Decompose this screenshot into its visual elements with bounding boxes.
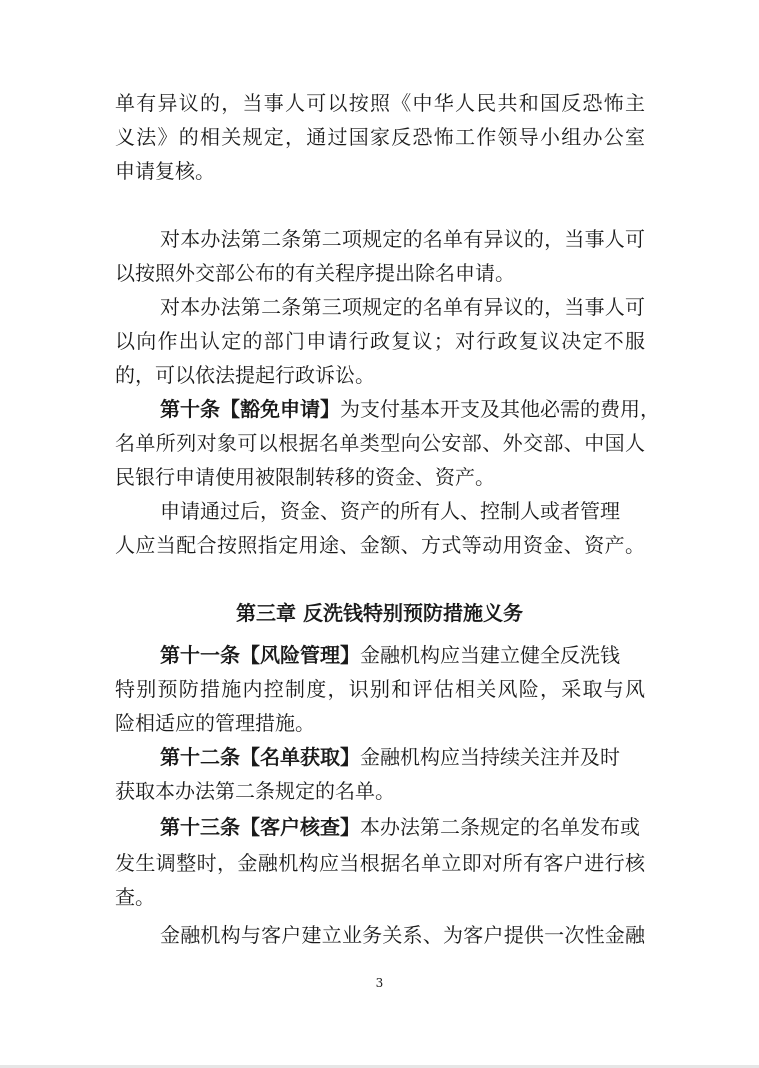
article-10-line xyxy=(160,394,660,424)
article-13-title: 第十三条【客户核查】 xyxy=(160,815,360,839)
paragraph-line: 以向作出认定的部门申请行政复议；对行政复议决定不服 xyxy=(115,329,645,353)
article-10-title: 第十条【豁免申请】 xyxy=(160,397,340,421)
paragraph-line: 义法》的相关规定，通过国家反恐怖工作领导小组办公室 xyxy=(115,125,645,149)
article-13-line xyxy=(160,812,645,842)
paragraph-line: 名单所列对象可以根据名单类型向公安部、外交部、中国人 xyxy=(115,431,645,455)
paragraph-line: 人应当配合按照指定用途、金额、方式等动用资金、资产。 xyxy=(115,533,645,557)
paragraph-line: 查。 xyxy=(115,885,155,909)
article-11-line xyxy=(160,640,645,670)
paragraph-line: 以按照外交部公布的有关程序提出除名申请。 xyxy=(115,261,515,285)
paragraph-line: 特别预防措施内控制度，识别和评估相关风险，采取与风 xyxy=(115,677,645,701)
paragraph-line: 民银行申请使用被限制转移的资金、资产。 xyxy=(115,465,495,489)
paragraph-line: 金融机构与客户建立业务关系、为客户提供一次性金融 xyxy=(160,923,645,947)
paragraph-line: 险相适应的管理措施。 xyxy=(115,711,315,735)
article-12-line xyxy=(160,742,645,772)
article-11-title: 第十一条【风险管理】 xyxy=(160,643,360,667)
paragraph-line: 申请通过后，资金、资产的所有人、控制人或者管理 xyxy=(160,499,620,523)
article-11-text: 金融机构应当建立健全反洗钱 xyxy=(360,643,620,667)
paragraph-line: 申请复核。 xyxy=(115,159,215,183)
paragraph-line: 单有异议的，当事人可以按照《中华人民共和国反恐怖主 xyxy=(115,91,645,115)
article-12-text: 金融机构应当持续关注并及时 xyxy=(360,745,620,769)
page-number: 3 xyxy=(375,976,384,990)
paragraph-line: 对本办法第二条第二项规定的名单有异议的，当事人可 xyxy=(160,227,645,251)
paragraph-line: 发生调整时，金融机构应当根据名单立即对所有客户进行核 xyxy=(115,851,645,875)
article-13-text: 本办法第二条规定的名单发布或 xyxy=(360,815,640,839)
article-10-text: 为支付基本开支及其他必需的费用， xyxy=(340,397,660,421)
chapter-title: 第三章 反洗钱特别预防措施义务 xyxy=(236,601,523,625)
article-12-title: 第十二条【名单获取】 xyxy=(160,745,360,769)
paragraph-line: 的，可以依法提起行政诉讼。 xyxy=(115,363,375,387)
paragraph-line: 对本办法第二条第三项规定的名单有异议的，当事人可 xyxy=(160,295,645,319)
paragraph-line: 获取本办法第二条规定的名单。 xyxy=(115,779,395,803)
